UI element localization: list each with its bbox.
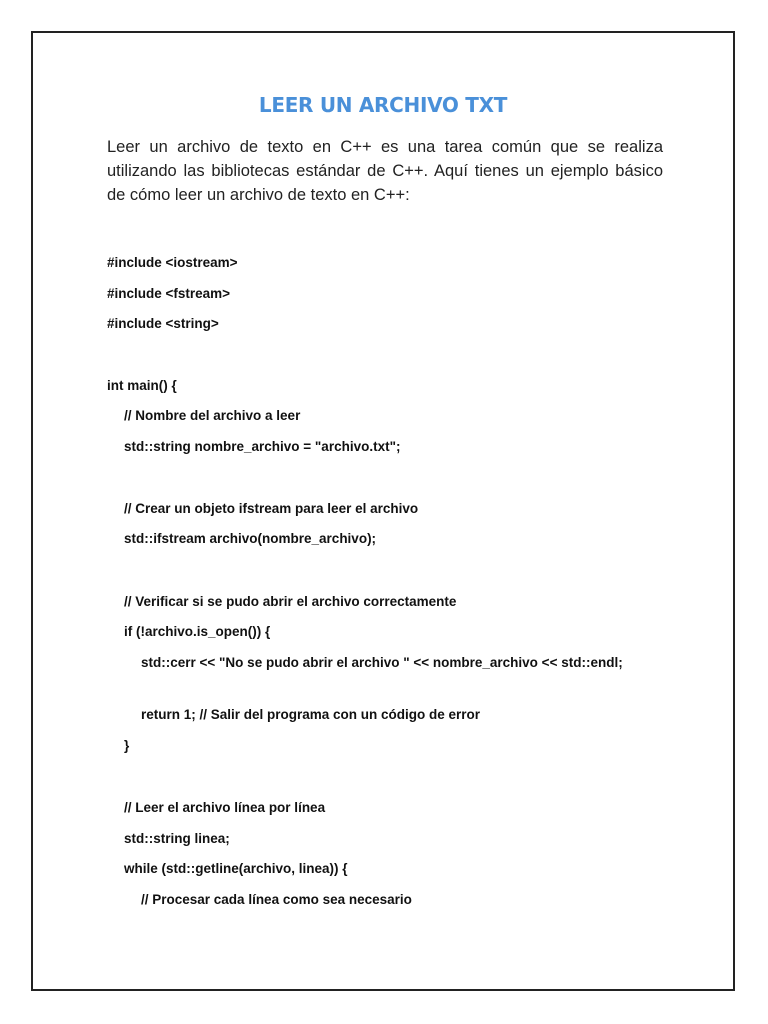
code-line-comment-read: // Leer el archivo línea por línea [124, 800, 326, 815]
code-line-if-close: } [124, 738, 130, 753]
code-line-linea-decl: std::string linea; [124, 831, 230, 846]
code-line-comment-verify: // Verificar si se pudo abrir el archivo correctamente [124, 594, 457, 609]
document-page [31, 31, 735, 991]
code-line-if-open: if (!archivo.is_open()) { [124, 624, 271, 639]
code-line-main-open: int main() { [107, 378, 177, 393]
intro-paragraph: Leer un archivo de texto en C++ es una tarea común que se realiza utilizando las bibliotecas estándar de C++. Aquí tienes un ejemplo básico de cómo leer un archivo de texto en C++: [107, 138, 663, 204]
code-line-filename-decl: std::string nombre_archivo = "archivo.txt"; [124, 439, 401, 454]
code-line-comment-ifstream: // Crear un objeto ifstream para leer el archivo [124, 501, 419, 516]
code-line-cerr: std::cerr << "No se pudo abrir el archivo " << nombre_archivo << std::endl; [141, 655, 623, 670]
code-line-include-fstream: #include <fstream> [107, 286, 231, 301]
code-line-ifstream-decl: std::ifstream archivo(nombre_archivo); [124, 531, 377, 546]
code-line-while: while (std::getline(archivo, linea)) { [124, 861, 348, 876]
code-line-comment-process: // Procesar cada línea como sea necesario [141, 892, 412, 907]
code-line-comment-filename: // Nombre del archivo a leer [124, 408, 301, 423]
page-title: LEER UN ARCHIVO TXT [258, 93, 508, 117]
code-line-include-string: #include <string> [107, 316, 219, 331]
code-line-return: return 1; // Salir del programa con un código de error [141, 707, 481, 722]
code-line-include-iostream: #include <iostream> [107, 255, 238, 270]
